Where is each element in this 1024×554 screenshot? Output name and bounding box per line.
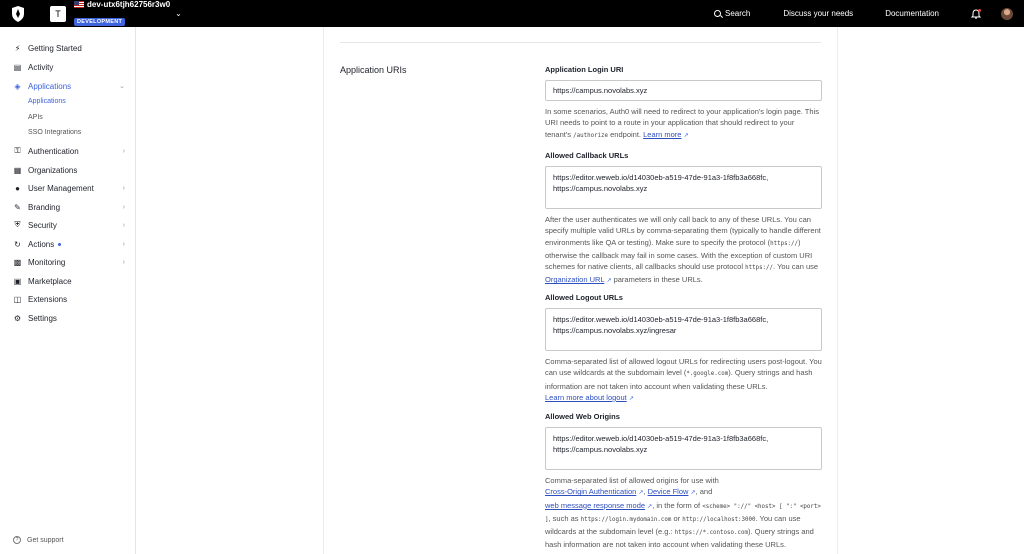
callback-urls-help bbox=[545, 214, 822, 288]
web-origins-field bbox=[545, 412, 822, 551]
help-text: Comma-separated list of allowed logout URLs for redirecting users post-logout. You can use wildcards at the subdomain level ( bbox=[545, 357, 822, 378]
sidebar-item-security[interactable] bbox=[13, 219, 125, 231]
help-text: , such as bbox=[548, 513, 579, 523]
chevron-right-icon: › bbox=[122, 184, 125, 192]
extensions-icon: ◫ bbox=[13, 294, 22, 304]
sidebar-item-organizations[interactable] bbox=[13, 164, 125, 176]
sidebar-item-label: Extensions bbox=[28, 294, 68, 304]
external-link-icon: ↗ bbox=[690, 490, 696, 497]
sidebar-item-label: Marketplace bbox=[28, 276, 72, 286]
code-snippet: http://localhost:3000 bbox=[682, 516, 756, 523]
sidebar-item-authentication[interactable] bbox=[13, 145, 125, 157]
get-support-label: Get support bbox=[27, 536, 64, 544]
sidebar-item-monitoring[interactable] bbox=[13, 256, 125, 268]
help-text: , and bbox=[695, 487, 713, 497]
help-text: . You can use bbox=[773, 262, 819, 272]
external-link-icon: ↗ bbox=[638, 490, 644, 497]
key-icon: ⚿ bbox=[14, 146, 21, 155]
sidebar-item-label: Getting Started bbox=[28, 43, 82, 53]
sidebar-item-label: User Management bbox=[28, 183, 94, 193]
callback-urls-label: Allowed Callback URLs bbox=[545, 151, 629, 160]
login-uri-label: Application Login URI bbox=[545, 65, 624, 74]
callback-urls-field bbox=[545, 151, 822, 288]
chevron-right-icon: › bbox=[122, 203, 125, 211]
sidebar-item-label: Organizations bbox=[28, 165, 78, 175]
sidebar bbox=[0, 27, 136, 554]
external-link-icon: ↗ bbox=[683, 132, 689, 139]
device-flow-link[interactable]: Device Flow bbox=[647, 487, 689, 497]
logout-urls-help bbox=[545, 356, 822, 405]
learn-more-logout-link[interactable]: Learn more about logout bbox=[545, 392, 627, 402]
logout-urls-field bbox=[545, 293, 822, 405]
bell-icon[interactable] bbox=[971, 9, 981, 19]
help-text: parameters in these URLs. bbox=[613, 275, 703, 285]
chevron-down-icon[interactable]: ⌄ bbox=[175, 9, 182, 18]
search-button[interactable] bbox=[714, 9, 750, 18]
sidebar-item-getting-started[interactable] bbox=[13, 42, 125, 54]
sidebar-item-branding[interactable] bbox=[13, 201, 125, 213]
sidebar-item-extensions[interactable] bbox=[13, 293, 125, 305]
us-flag-icon bbox=[74, 1, 84, 8]
code-snippet: *.google.com bbox=[686, 371, 729, 378]
login-uri-input[interactable]: https://campus.novolabs.xyz bbox=[545, 80, 822, 101]
sidebar-item-applications[interactable] bbox=[13, 80, 125, 92]
sidebar-item-label: Activity bbox=[28, 62, 54, 72]
code-snippet: https:// bbox=[745, 265, 774, 272]
login-uri-help bbox=[545, 106, 822, 142]
sidebar-subitem-sso-integrations[interactable]: SSO Integrations bbox=[28, 129, 82, 136]
gear-icon: ⚙︎ bbox=[13, 313, 22, 323]
sidebar-item-marketplace[interactable] bbox=[13, 275, 125, 287]
help-text: , in the form of bbox=[652, 500, 701, 510]
monitoring-chart-icon: ▩ bbox=[13, 257, 22, 267]
web-origins-help: Comma-separated list of allowed origins for use with Cross-Origin Authentication ↗, Device Flow ↗, and web message response mode ↗, in the form of <scheme> "://" <host> [ ":" <port> ], such as https://login.mydomain.com or http://localhost:3000. You can use wildcards at the subdomain level (e.g.: https://*.contoso.com). Query strings and hash information are not taken into account when validating these URLs. bbox=[545, 476, 821, 550]
discuss-needs-link[interactable]: Discuss your needs bbox=[783, 9, 854, 18]
external-link-icon: ↗ bbox=[647, 503, 653, 510]
activity-chart-icon: ▤ bbox=[13, 62, 22, 72]
tenant-selector[interactable] bbox=[74, 0, 170, 28]
code-snippet: https://login.mydomain.com bbox=[580, 516, 672, 523]
main-content bbox=[137, 27, 1024, 554]
environment-badge: DEVELOPMENT bbox=[74, 18, 125, 26]
help-text: ) otherwise the callback may fail in some cases. With the exception of custom URI schemes for native clients, all callbacks should use protocol bbox=[545, 237, 813, 272]
external-link-icon: ↗ bbox=[606, 278, 612, 285]
help-text: Comma-separated list of allowed origins for use with bbox=[545, 476, 719, 485]
new-indicator-dot bbox=[58, 243, 61, 246]
sidebar-item-label: Applications bbox=[28, 81, 72, 91]
sidebar-item-settings[interactable] bbox=[13, 312, 125, 324]
sidebar-item-label: Security bbox=[28, 220, 57, 230]
learn-more-link[interactable]: Learn more bbox=[643, 129, 682, 139]
top-bar bbox=[0, 0, 1024, 27]
sidebar-item-label: Authentication bbox=[28, 146, 79, 156]
search-icon bbox=[714, 10, 721, 17]
code-snippet: /authorize bbox=[573, 132, 609, 139]
chevron-right-icon: › bbox=[122, 147, 125, 155]
login-uri-field bbox=[545, 65, 822, 142]
organization-url-link[interactable]: Organization URL bbox=[545, 275, 605, 285]
tenant-avatar[interactable]: T bbox=[50, 6, 66, 22]
sidebar-item-actions[interactable] bbox=[13, 238, 125, 250]
chevron-right-icon: › bbox=[122, 258, 125, 266]
section-title: Application URIs bbox=[340, 65, 407, 75]
marketplace-icon: ▣ bbox=[13, 276, 22, 286]
web-origins-textarea[interactable]: https://editor.weweb.io/d14030eb-a519-47de-91a3-1f8fb3a668fc, https://campus.novolabs.xyz bbox=[545, 427, 822, 470]
chevron-right-icon: › bbox=[122, 240, 125, 248]
sidebar-item-label: Actions bbox=[28, 239, 55, 249]
cross-origin-auth-link[interactable]: Cross-Origin Authentication bbox=[545, 487, 637, 497]
brush-icon: ✎ bbox=[14, 202, 21, 212]
web-origins-label: Allowed Web Origins bbox=[545, 412, 620, 421]
user-avatar[interactable] bbox=[1001, 8, 1013, 20]
chevron-right-icon: › bbox=[122, 221, 125, 229]
bolt-icon: ⚡︎ bbox=[14, 43, 21, 53]
callback-urls-textarea[interactable]: https://editor.weweb.io/d14030eb-a519-47de-91a3-1f8fb3a668fc, https://campus.novolabs.xyz bbox=[545, 166, 822, 209]
sidebar-subitem-applications[interactable]: Applications bbox=[28, 98, 66, 105]
sidebar-item-user-management[interactable] bbox=[13, 182, 125, 194]
logout-urls-textarea[interactable]: https://editor.weweb.io/d14030eb-a519-47de-91a3-1f8fb3a668fc, https://campus.novolabs.xyz/ingresar bbox=[545, 308, 822, 351]
help-circle-icon: ? bbox=[13, 536, 21, 544]
sidebar-item-label: Branding bbox=[28, 202, 61, 212]
buildings-icon: ▦ bbox=[13, 165, 22, 175]
help-text: In some scenarios, Auth0 will need to redirect to your application's login page. This URI needs to point to a route in your application that should redirect to your tenant's bbox=[545, 107, 819, 139]
get-support-link[interactable] bbox=[13, 536, 64, 544]
sidebar-item-label: Monitoring bbox=[28, 257, 66, 267]
sidebar-subitem-apis[interactable]: APIs bbox=[28, 114, 43, 121]
auth0-logo-icon[interactable] bbox=[11, 6, 25, 22]
code-snippet: https://*.contoso.com bbox=[674, 530, 748, 537]
help-text: endpoint. bbox=[610, 129, 642, 139]
external-link-icon: ↗ bbox=[628, 395, 634, 402]
web-message-response-mode-link[interactable]: web message response mode bbox=[545, 500, 646, 510]
help-text: or bbox=[673, 513, 681, 523]
actions-icon: ↻ bbox=[14, 239, 21, 249]
code-snippet: <scheme> "://" <host> [ ":" <port> ] bbox=[545, 503, 821, 523]
search-label: Search bbox=[725, 9, 751, 18]
sidebar-item-label: Settings bbox=[28, 313, 57, 323]
logout-urls-label: Allowed Logout URLs bbox=[545, 293, 623, 302]
users-icon: ● bbox=[15, 183, 20, 193]
section-divider bbox=[340, 42, 821, 43]
sidebar-item-activity[interactable] bbox=[13, 61, 125, 73]
help-text: ). Query strings and hash information are not taken into account when validating these URLs. bbox=[545, 527, 814, 550]
help-text: ). Query strings and hash information are not taken into account when validating these URLs. bbox=[545, 368, 813, 391]
tenant-name: dev-utx6tjh62756r3w0 bbox=[87, 0, 171, 9]
settings-panel bbox=[323, 27, 838, 554]
shield-icon: ⛨ bbox=[14, 220, 21, 229]
help-text: After the user authenticates we will only call back to any of these URLs. You can specify multiple valid URLs by comma-separating them (typically to handle different environments like QA or testing). Make sure to specify the protocol ( bbox=[545, 215, 821, 247]
applications-layers-icon: ◈ bbox=[14, 81, 21, 91]
code-snippet: https:// bbox=[770, 240, 799, 247]
help-text: . You can use wildcards at the subdomain level (e.g.: bbox=[545, 513, 801, 537]
chevron-down-icon: ⌄ bbox=[119, 83, 125, 90]
documentation-link[interactable]: Documentation bbox=[885, 9, 939, 18]
